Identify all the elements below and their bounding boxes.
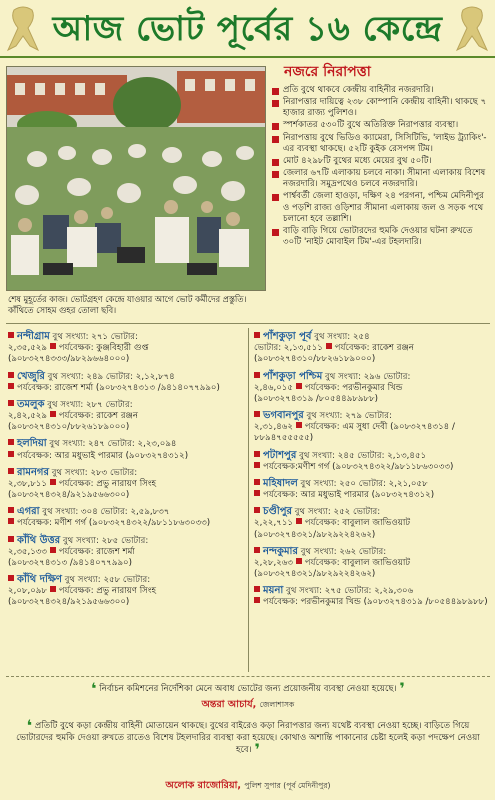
observer-name: প্রভু নারায়ণ সিংহ: [96, 478, 157, 489]
observer-name: রাকেশ রঞ্জন: [372, 343, 414, 354]
photo-caption: শেষ মুহূর্তের কাজ। ভোটগ্রহণ কেন্দ্রে যাওয়ার আগে ভোট কর্মীদের প্রস্তুতি। কাঁথিতে সোহম গুহর তোলা ছবি।: [8, 294, 247, 315]
booth-label: বুথ সংখ্যা:: [49, 439, 86, 450]
booth-count: ২৫২: [333, 507, 351, 518]
pin-icon: [8, 575, 14, 581]
quote-author: অন্তরা আচার্য,: [201, 699, 257, 710]
pin-icon: [50, 411, 56, 417]
voter-label: ভোটার:: [357, 450, 385, 461]
pin-icon: [8, 383, 14, 389]
pin-icon: [254, 586, 260, 592]
quote-sp: [12, 716, 484, 759]
quote-dm: [6, 679, 490, 698]
observer-label: পর্যবেক্ষক:: [304, 422, 340, 433]
centre-block: [254, 584, 494, 608]
observer-label: পর্যবেক্ষক:: [58, 343, 94, 354]
booth-count: ২৭১: [91, 332, 109, 342]
pin-icon: [8, 439, 14, 445]
observer-phone: (৯০৮৩২৭৪৩২১/৯৮২৯২২৪২৬২): [254, 569, 376, 580]
security-box: [272, 64, 490, 322]
voter-label: ভোটার:: [358, 478, 386, 489]
booth-label: বুথ সংখ্যা:: [62, 535, 99, 546]
security-item: [272, 97, 490, 119]
security-item-text: পার্শ্ববর্তী জেলা হাওড়া, দক্ষিণ ২৪ পরগনা, পশ্চিম মেদিনীপুর ও পড়শি রাজ্য ওড়িশার সীমানা এলাকায় জল ও সড়ক পথে চলানো হবে তল্লাশি।: [283, 191, 484, 224]
observer-label: পর্যবেক্ষক:: [334, 343, 370, 354]
observer-phone: (৯০৮৩২৭৪৩১২): [125, 450, 189, 461]
observer-label: পর্যবেক্ষক:: [263, 597, 298, 608]
voter-label: ভোটার:: [344, 586, 372, 597]
pin-icon: [254, 490, 260, 496]
observer-phone: (৯০৮৩২৭৪৩১৩ /৯৪১৪০৭৭৯৯০): [8, 557, 132, 568]
centre-name: নন্দকুমার: [263, 545, 298, 557]
bullet-icon: [272, 194, 279, 201]
security-item-text: প্রতি বুথে থাকবে কেন্দ্রীয় বাহিনীর নজরদারি।: [283, 84, 434, 95]
section-divider: [6, 323, 490, 324]
centres-left-column: [8, 330, 248, 613]
security-list: [272, 85, 490, 248]
booth-label: বুথ সংখ্যা:: [300, 478, 337, 489]
bullet-icon: [272, 136, 279, 143]
booth-label: বুথ সংখ্যা:: [47, 399, 84, 410]
centre-name: খেজুরি: [17, 370, 45, 382]
centre-name: তমলুক: [17, 398, 45, 410]
security-item-text: স্পর্শকাতর ৫৩০টি বুথে অতিরিক্ত নিরাপত্তার ব্যবস্থা।: [283, 120, 459, 131]
booth-label: বুথ সংখ্যা:: [286, 586, 323, 597]
voter-label: ভোটার:: [110, 332, 138, 342]
security-item: [272, 120, 490, 131]
observer-phone: (৯০৮৩২৭৪৩১৯ /৮০৫৪৪৯৮৯৮৮): [363, 597, 488, 608]
voter-label: ভোটার:: [352, 507, 381, 518]
security-item-text: জেলার ৬৭টি এলাকায় চলবে নাকা। সীমানা এলাকায় বিশেষ নজরদারি। সমুদ্রপথেও চলবে নজরদারি।: [283, 168, 486, 190]
observer-label: পর্যবেক্ষক:: [304, 518, 340, 529]
voter-label: ভোটার:: [121, 535, 149, 546]
voter-count: ২,৫৯,৮৩৭: [130, 507, 170, 518]
booth-label: বুথ সংখ্যা:: [52, 332, 89, 342]
pin-icon: [8, 507, 14, 513]
header: [0, 0, 495, 58]
security-item: [272, 85, 490, 96]
voter-count: ২,৩১,৪৬২: [254, 422, 293, 433]
observer-phone: (৯০৮৩২৭৪৩১০/৮৮২৬১৮৯০০০): [8, 422, 130, 433]
quote-text: নির্বাচন কমিশনের নির্দেশিকা মেনে অবাধ ভোটের জন্য প্রয়োজনীয় ব্যবস্থা নেওয়া হয়েছে।: [99, 684, 397, 694]
quote-signature: [6, 780, 490, 792]
centre-block: [254, 409, 494, 445]
quotes-section: [6, 676, 490, 798]
pin-icon: [254, 479, 260, 485]
observer-name: আর মধুভাই পারমার: [300, 490, 369, 501]
centre-name: হলদিয়া: [17, 438, 47, 450]
observer-phone: (৯০৮৩২৭৪৩২৪/৯২১৯৫৬৬৩০০): [8, 490, 130, 501]
observer-name: বাবুলাল জাভিওয়াট: [342, 518, 411, 529]
booth-count: ২৪৭: [88, 439, 105, 450]
ribbon-icon: [6, 6, 40, 52]
centre-name: পাঁশকুড়া পশ্চিম: [263, 370, 323, 382]
security-item-text: বাড়ি বাড়ি গিয়ে ভোটারদের হুমকি দেওয়ার ঘটনা রুখতে ৩০টি 'নাইট মোবাইল টিম'-এর টহলদারি।: [283, 225, 473, 248]
voter-label: ভোটার:: [254, 343, 282, 354]
observer-name: প্রভু নারায়ণ সিংহ: [96, 586, 157, 597]
pin-icon: [254, 547, 260, 553]
pin-icon: [254, 451, 260, 457]
centre-block: [254, 505, 494, 541]
observer-name: পরভীনকুমার খিন্ড: [342, 382, 403, 393]
booth-label: বুথ সংখ্যা:: [306, 411, 343, 422]
voter-count: ২,৩৫,১৩৩: [8, 546, 47, 557]
security-item-text: নিরাপত্তায় বুথে ভিডিও ক্যামেরা, সিসিটিভি, 'লাইভ ট্র্যাকিং'-এর ব্যবস্থা থাকছে। ৫২টি কুইক রেসপন্স টিম।: [283, 132, 487, 154]
pin-icon: [8, 536, 14, 542]
observer-phone: (৯০৮৩২৭৪৩১৩ /৯৪১৪০৭৭৯৯০): [95, 382, 220, 393]
security-item: [272, 168, 490, 190]
centre-name: নন্দীগ্রাম: [17, 331, 50, 342]
observer-name: কুঞ্জবিহারী গুপ্ত: [96, 343, 149, 354]
pin-icon: [8, 372, 14, 378]
news-photo: [6, 66, 266, 291]
observer-name: এম সুধা দেবী: [342, 422, 388, 433]
voter-count: ২,০৮,০৯৮: [8, 586, 47, 597]
voter-count: ২,২৩,০৯৪: [137, 439, 177, 450]
observer-phone: (৯০৮৩২৭৪৩১৪ /৮৮৯৪৭৫৫৫৫৫): [254, 422, 455, 444]
quote-role: পুলিশ সুপার (পূর্ব মেদিনীপুর): [244, 781, 331, 790]
voter-label: ভোটার:: [105, 371, 134, 382]
observer-label: পর্যবেক্ষক:: [263, 490, 298, 501]
observer-phone: (৯০৮৩২৭৪৩১২): [371, 490, 435, 501]
pin-icon: [50, 479, 56, 485]
pin-icon: [296, 383, 302, 389]
quote-open-icon: ❛: [91, 679, 97, 698]
pin-icon: [254, 462, 260, 468]
booth-label: বুথ সংখ্যা:: [314, 332, 351, 342]
booth-count: ২৯৬: [363, 371, 381, 382]
observer-label: পর্যবেক্ষক:: [17, 450, 52, 461]
centre-block: [8, 534, 248, 570]
observer-phone: (৯০৮৩২৭৪৩২১/৯৮২৯২২৪২৬২): [254, 529, 376, 540]
centre-block: [254, 477, 494, 501]
quote-close-icon: ❜: [254, 739, 261, 759]
observer-label: পর্যবেক্ষক:: [58, 546, 94, 557]
pin-icon: [326, 343, 332, 349]
column-divider: [248, 328, 249, 672]
booth-count: ২৪৫: [337, 450, 355, 461]
observer-name: রাজেশ শর্মা: [96, 546, 135, 557]
booth-label: বুথ সংখ্যা:: [299, 450, 336, 461]
pin-icon: [8, 400, 14, 406]
bullet-icon: [272, 88, 279, 95]
observer-name: আর মধুভাই পারমার: [54, 450, 123, 461]
booth-count: ২৫৪: [352, 332, 370, 342]
centre-block: [8, 330, 248, 366]
pin-icon: [254, 411, 260, 417]
centre-block: [8, 437, 248, 461]
bullet-icon: [272, 159, 279, 166]
voter-count: ২,২৮,২৬৩: [254, 557, 293, 568]
quote-author: অলোক রাজোরিয়া,: [165, 780, 242, 791]
centre-block: [254, 545, 494, 581]
security-item: [272, 226, 490, 248]
headline: আজ ভোট পূর্বের ১৬ কেন্দ্রে: [52, 9, 443, 49]
pin-icon: [50, 586, 56, 592]
voter-label: ভোটার:: [109, 467, 138, 478]
centre-name: ভগবানপুর: [263, 410, 304, 422]
security-item-text: মোট ৪২৯৮টি বুথের মধ্যে মেয়ের বুথ ৫০টি।: [283, 155, 432, 166]
pin-icon: [8, 518, 14, 524]
pin-icon: [296, 422, 302, 428]
booth-label: বুথ সংখ্যা:: [294, 507, 331, 518]
centre-block: [254, 370, 494, 406]
quote-text: প্রতিটি বুথে কড়া কেন্দ্রীয় বাহিনী মোতায়েন থাকছে। বুথের বাইরেও কড়া নিরাপত্তার জন্য যথেষ্ট ব্যবস্থা নেওয়া হচ্ছে। বাড়িতে গিয়ে ভোটারদের হুমকি দেওয়া রুখতে রাতেও বিশেষ টহলদারির ব্যবস্থা করা হয়েছে। কোথাও অশান্তি পাকানোর চেষ্টা হলেই কড়া পদক্ষেপ নেওয়া হবে।: [16, 721, 480, 755]
voter-label: ভোটার:: [364, 411, 392, 422]
bullet-icon: [272, 171, 279, 178]
quote-open-icon: ❛: [26, 716, 33, 735]
voter-label: ভোটার:: [107, 439, 135, 450]
centre-block: [8, 370, 248, 394]
observer-name: রাজেশ শর্মা: [54, 382, 94, 393]
voter-count: ২,১২,৮৭৪: [135, 371, 175, 382]
observer-label: পর্যবেক্ষক:: [58, 411, 94, 422]
security-title: নজরে নিরাপত্তা: [284, 64, 371, 80]
voter-count: ২,৪২,৫২৯: [8, 411, 47, 422]
pin-icon: [50, 343, 56, 349]
pin-icon: [296, 518, 302, 524]
voter-count: ২,৩৫,৫২৯: [8, 343, 47, 354]
observer-phone: (৯০৮৩২৭৪৩৩৩/৯৮২৯৬৬৪০০০): [8, 354, 130, 365]
voter-count: ২,৩৮,৮১১: [8, 478, 47, 489]
quote-signature: [6, 699, 490, 711]
pin-icon: [8, 332, 14, 338]
centre-block: [8, 466, 248, 502]
centre-name: এগরা: [17, 506, 40, 518]
voter-label: ভোটার:: [100, 507, 128, 518]
booth-count: ২৬২: [339, 546, 357, 557]
observer-label: পর্যবেক্ষক:: [17, 382, 52, 393]
observer-label: পর্যবেক্ষক:: [17, 518, 52, 529]
observer-phone: (৯০৮৩২৭৪৩২৪/৯২১৯৫৬৬৩০০): [8, 597, 130, 608]
centre-block: [8, 573, 248, 609]
centre-block: [254, 449, 494, 473]
quote-close-icon: ❜: [399, 679, 405, 698]
centre-block: [8, 398, 248, 434]
booth-count: ২৮৩: [90, 467, 108, 478]
booth-label: বুথ সংখ্যা:: [42, 507, 79, 518]
voter-count: ২,২৯,৩০৬: [374, 586, 414, 597]
voter-count: ২,৪৬,০১৫: [254, 382, 293, 393]
booth-label: বুথ সংখ্যা:: [64, 575, 101, 586]
security-item-text: নিরাপত্তার দায়িত্বে ২৩৮ কোম্পানি কেন্দ্রীয় বাহিনী। থাকছে ৭ হাজার রাজ্য পুলিশও।: [283, 97, 487, 119]
centre-name: কাঁথি দক্ষিণ: [17, 574, 62, 586]
observer-label: পর্যবেক্ষক:: [263, 461, 298, 472]
voter-label: ভোটার:: [383, 371, 411, 382]
quote-role: জেলাশাসক: [259, 700, 295, 709]
ribbon-icon: [455, 6, 489, 52]
booth-count: ২৫৮: [103, 575, 121, 586]
booth-count: ২৭৫: [324, 586, 342, 597]
security-item: [272, 133, 490, 155]
voter-count: ২,২১,০৫৮: [388, 478, 428, 489]
centre-name: রামনগর: [17, 466, 49, 478]
voter-count: ২,২২,৭১১: [254, 518, 293, 529]
centre-block: [8, 505, 248, 529]
observer-label: পর্যবেক্ষক:: [58, 586, 94, 597]
pin-icon: [254, 507, 260, 513]
security-item: [272, 191, 490, 225]
booth-label: বুথ সংখ্যা:: [325, 371, 361, 382]
centre-name: পটাশপুর: [263, 449, 297, 461]
booth-label: বুথ সংখ্যা:: [300, 546, 337, 557]
bullet-icon: [272, 100, 279, 107]
voter-count: ২,১৩,৫১১: [283, 343, 323, 354]
pin-icon: [50, 547, 56, 553]
centre-block: [254, 330, 494, 366]
voter-count: ২,১৩,৪৫১: [387, 450, 427, 461]
observer-name: মণীশ গর্গ: [297, 461, 330, 472]
observer-label: পর্যবেক্ষক:: [58, 478, 94, 489]
centre-name: পাঁশকুড়া পূর্ব: [263, 331, 312, 342]
observer-phone: (৯০৮৩২৭৪৩২২/৯৮১১৮৬৩০৩৩): [332, 461, 454, 472]
centre-name: চণ্ডীপুর: [263, 506, 293, 518]
observer-name: মণীশ গর্গ: [54, 518, 87, 529]
pin-icon: [8, 451, 14, 457]
centre-name: কাঁথি উত্তর: [17, 534, 61, 546]
pin-icon: [296, 558, 302, 564]
observer-name: পরভীনকুমার খিন্ড: [300, 597, 361, 608]
observer-phone: (৯০৮৩২৭৪৩২২/৯৮১১৮৬৩০৩৩): [88, 518, 211, 529]
bullet-icon: [272, 229, 279, 236]
voter-label: ভোটার:: [122, 575, 151, 586]
observer-phone: (৯০৮৩২৭৪৩১০/৮৮২৬১৮৯০০০): [254, 354, 376, 365]
voter-label: ভোটার:: [358, 546, 387, 557]
centre-name: মহিষাদল: [263, 477, 298, 489]
observer-name: বাবুলাল জাভিওয়াট: [342, 557, 411, 568]
bullet-icon: [272, 123, 279, 130]
booth-label: বুথ সংখ্যা:: [47, 371, 84, 382]
observer-label: পর্যবেক্ষক:: [304, 382, 340, 393]
booth-count: ২৭৯: [345, 411, 362, 422]
booth-count: ২৫০: [339, 478, 357, 489]
pin-icon: [254, 372, 260, 378]
security-item: [272, 156, 490, 167]
booth-count: ২৮৭: [85, 399, 103, 410]
pin-icon: [254, 597, 260, 603]
booth-count: ৩০৪: [81, 507, 98, 518]
pin-icon: [8, 468, 14, 474]
observer-name: রাকেশ রঞ্জন: [96, 411, 139, 422]
observer-label: পর্যবেক্ষক:: [304, 557, 340, 568]
centres-right-column: [254, 330, 494, 613]
pin-icon: [254, 332, 260, 338]
booth-count: ২৮৫: [101, 535, 119, 546]
centre-name: ময়না: [263, 585, 284, 597]
observer-phone: (৯০৮৩২৭৪৩১৯ /৮০৫৪৪৯৮৯৮৮): [254, 393, 378, 404]
booth-label: বুথ সংখ্যা:: [51, 467, 88, 478]
voter-label: ভোটার:: [105, 399, 133, 410]
booth-count: ২৪৯: [86, 371, 104, 382]
